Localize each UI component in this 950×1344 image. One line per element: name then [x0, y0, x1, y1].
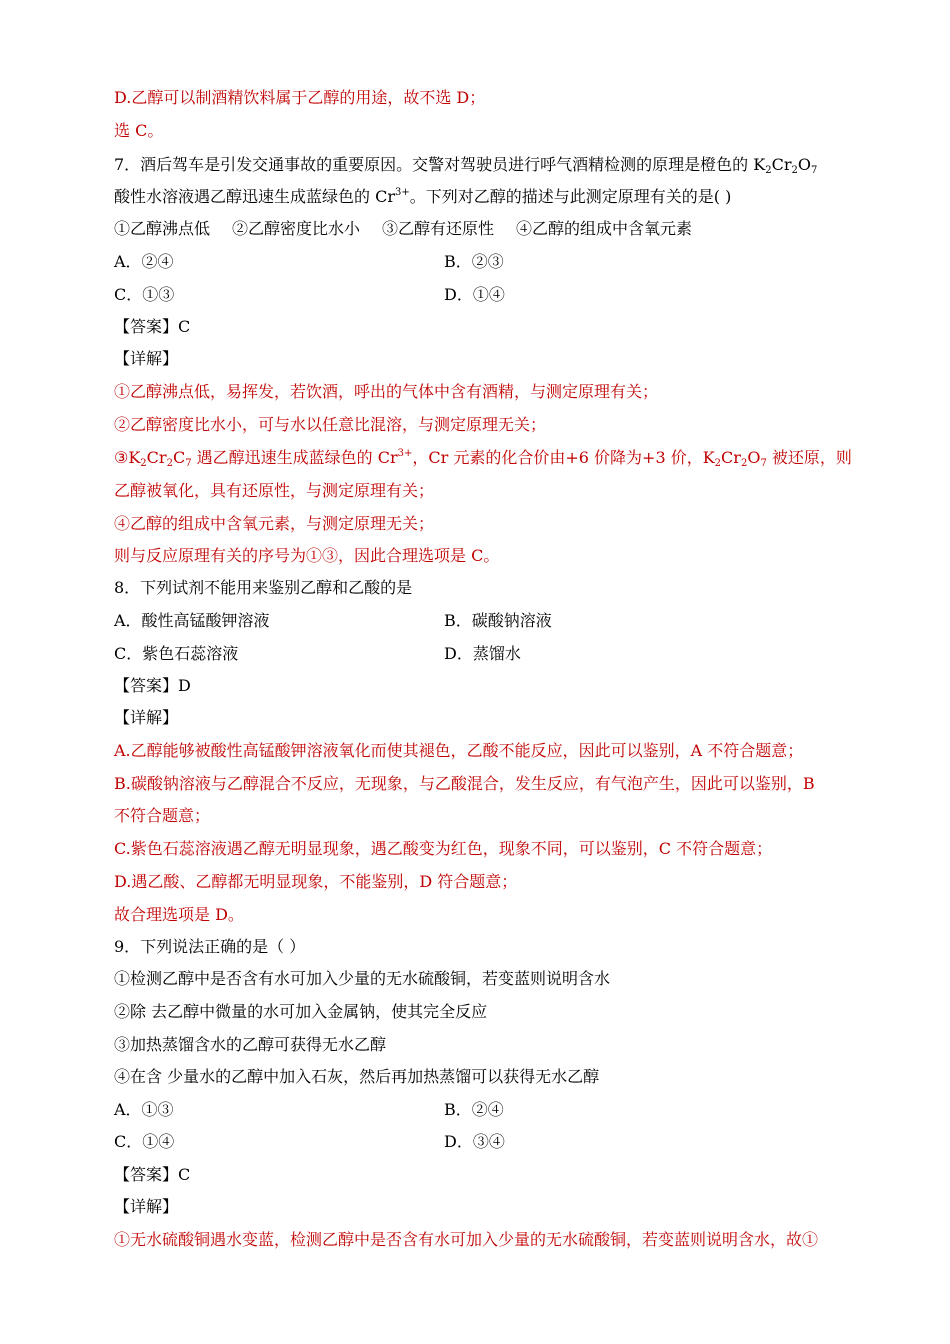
- option-d: D．蒸馏水: [444, 644, 521, 663]
- question-7-stem: 7．酒后驾车是引发交通事故的重要原因。交警对驾驶员进行呼气酒精检测的原理是橙色的 $K_2Cr_2O_7$: [114, 155, 818, 176]
- question-9-statement: ①检测乙醇中是否含有水可加入少量的无水硫酸铜，若变蓝则说明含水: [114, 969, 611, 988]
- option-b: B．②③: [444, 252, 504, 271]
- question-9-stem: 9．下列说法正确的是（ ）: [114, 937, 306, 956]
- option-b: B．②④: [444, 1100, 504, 1119]
- option-c: C．①③: [114, 285, 175, 304]
- explanation-line: B.碳酸钠溶液与乙醇混合不反应，无现象，与乙酸混合，发生反应，有气泡产生，因此可以鉴别，B: [114, 774, 815, 793]
- question-9-statement: ④在含 少量水的乙醇中加入石灰，然后再加热蒸馏可以获得无水乙醇: [114, 1067, 600, 1086]
- explanation-line: C.紫色石蕊溶液遇乙醇无明显现象，遇乙酸变为红色，现象不同，可以鉴别，C 不符合题意；: [114, 839, 773, 858]
- answer-label: 【答案】C: [114, 1165, 191, 1184]
- explanation-line: 则与反应原理有关的序号为①③，因此合理选项是 C。: [114, 546, 500, 565]
- detail-label: 【详解】: [114, 708, 179, 727]
- option-a: A．②④: [114, 252, 174, 271]
- option-d: D．①④: [444, 285, 505, 304]
- option-a: A．酸性高锰酸钾溶液: [114, 611, 270, 630]
- detail-label: 【详解】: [114, 349, 179, 368]
- explanation-line: ①无水硫酸铜遇水变蓝，检测乙醇中是否含有水可加入少量的无水硫酸铜，若变蓝则说明含水，故①: [114, 1230, 819, 1249]
- option-b: B．碳酸钠溶液: [444, 611, 552, 630]
- explanation-line: 选 C。: [114, 121, 164, 140]
- explanation-line: ②乙醇密度比水小，可与水以任意比混溶，与测定原理无关；: [114, 415, 547, 434]
- option-c: C．①④: [114, 1132, 175, 1151]
- explanation-line: A.乙醇能够被酸性高锰酸钾溶液氧化而使其褪色，乙酸不能反应，因此可以鉴别，A 不符合题意；: [114, 741, 804, 760]
- option-d: D．③④: [444, 1132, 505, 1151]
- explanation-line: ④乙醇的组成中含氧元素，与测定原理无关；: [114, 514, 435, 533]
- question-8-stem: 8．下列试剂不能用来鉴别乙醇和乙酸的是: [114, 578, 413, 597]
- question-7-statements: ①乙醇沸点低 ②乙醇密度比水小 ③乙醇有还原性 ④乙醇的组成中含氧元素: [114, 219, 693, 238]
- answer-label: 【答案】D: [114, 676, 191, 695]
- option-c: C．紫色石蕊溶液: [114, 644, 239, 663]
- question-7-stem-cont: 酸性水溶液遇乙醇迅速生成蓝绿色的 $Cr^{3+}$。下列对乙醇的描述与此测定原理有关的是( ): [114, 187, 732, 206]
- explanation-line: $③K_2Cr_2C_7$ 遇乙醇迅速生成蓝绿色的 $Cr^{3+}$，Cr 元素的化合价由+6 价降为+3 价，$K_2Cr_2O_7$ 被还原，则: [114, 448, 852, 469]
- detail-label: 【详解】: [114, 1197, 179, 1216]
- explanation-line: 不符合题意；: [114, 806, 211, 825]
- question-9-statement: ③加热蒸馏含水的乙醇可获得无水乙醇: [114, 1035, 387, 1054]
- explanation-line: D.遇乙酸、乙醇都无明显现象，不能鉴别，D 符合题意；: [114, 872, 518, 891]
- explanation-line: 乙醇被氧化，具有还原性，与测定原理有关；: [114, 481, 435, 500]
- answer-label: 【答案】C: [114, 317, 191, 336]
- explanation-line: 故合理选项是 D。: [114, 905, 244, 924]
- option-a: A．①③: [114, 1100, 174, 1119]
- question-9-statement: ②除 去乙醇中微量的水可加入金属钠，使其完全反应: [114, 1002, 488, 1021]
- explanation-line: D.乙醇可以制酒精饮料属于乙醇的用途，故不选 D；: [114, 88, 486, 107]
- explanation-line: ①乙醇沸点低，易挥发，若饮酒，呼出的气体中含有酒精，与测定原理有关；: [114, 382, 659, 401]
